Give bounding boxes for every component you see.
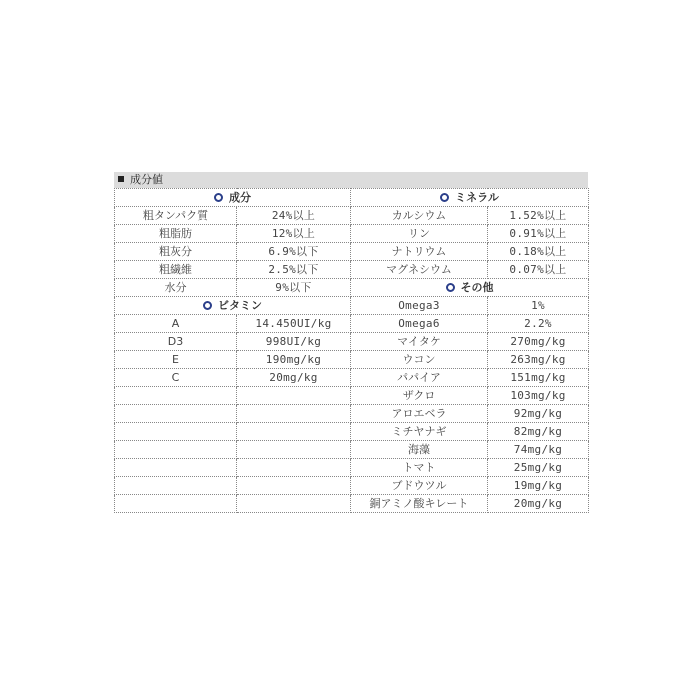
sonota-value: 1% [488, 297, 589, 315]
header-seibun-label: 成分 [229, 191, 251, 204]
header-mineral-label: ミネラル [455, 191, 499, 204]
empty-cell [237, 405, 351, 423]
mineral-name: マグネシウム [351, 261, 488, 279]
sonota-name: ブドウツル [351, 477, 488, 495]
mineral-name: リン [351, 225, 488, 243]
mineral-value: 1.52%以上 [488, 207, 589, 225]
table-row [115, 387, 589, 405]
seibun-name: 粗灰分 [115, 243, 237, 261]
empty-cell [115, 495, 237, 513]
header-vitamin [115, 297, 351, 315]
mineral-name: ナトリウム [351, 243, 488, 261]
mineral-value: 0.91%以上 [488, 225, 589, 243]
sonota-value: 151mg/kg [488, 369, 589, 387]
empty-cell [115, 441, 237, 459]
sonota-name: Omega6 [351, 315, 488, 333]
sonota-value: 92mg/kg [488, 405, 589, 423]
nutrition-table [114, 188, 589, 513]
mineral-name: カルシウム [351, 207, 488, 225]
vitamin-value: 20mg/kg [237, 369, 351, 387]
square-bullet-icon [118, 176, 124, 182]
table-row [115, 243, 589, 261]
table-row [115, 225, 589, 243]
sonota-name: ザクロ [351, 387, 488, 405]
table-row [115, 351, 589, 369]
sonota-name: ウコン [351, 351, 488, 369]
empty-cell [237, 495, 351, 513]
table-row [115, 315, 589, 333]
seibun-name: 粗脂肪 [115, 225, 237, 243]
empty-cell [115, 423, 237, 441]
sonota-value: 25mg/kg [488, 459, 589, 477]
sonota-value: 19mg/kg [488, 477, 589, 495]
circle-bullet-icon [446, 283, 455, 292]
seibun-value: 6.9%以下 [237, 243, 351, 261]
vitamin-value: 998UI/kg [237, 333, 351, 351]
vitamin-name: D3 [115, 333, 237, 351]
seibun-name: 粗繊維 [115, 261, 237, 279]
sonota-name: 銅アミノ酸キレート [351, 495, 488, 513]
table-row [115, 495, 589, 513]
sonota-name: 海藻 [351, 441, 488, 459]
section-title-bar [114, 172, 588, 188]
section-title: 成分値 [130, 173, 163, 186]
sonota-name: パパイア [351, 369, 488, 387]
nutrition-panel [114, 172, 588, 513]
empty-cell [237, 477, 351, 495]
empty-cell [237, 441, 351, 459]
table-row [115, 261, 589, 279]
header-sonota-label: その他 [460, 281, 494, 294]
sonota-value: 82mg/kg [488, 423, 589, 441]
empty-cell [115, 387, 237, 405]
empty-cell [237, 423, 351, 441]
sonota-value: 74mg/kg [488, 441, 589, 459]
vitamin-value: 190mg/kg [237, 351, 351, 369]
table-row [115, 369, 589, 387]
table-row [115, 477, 589, 495]
header-sonota [351, 279, 589, 297]
vitamin-name: C [115, 369, 237, 387]
seibun-name: 水分 [115, 279, 237, 297]
header-seibun [115, 189, 351, 207]
empty-cell [115, 405, 237, 423]
empty-cell [237, 387, 351, 405]
table-row [115, 405, 589, 423]
table-row [115, 333, 589, 351]
sonota-value: 103mg/kg [488, 387, 589, 405]
seibun-value: 2.5%以下 [237, 261, 351, 279]
table-row [115, 189, 589, 207]
vitamin-name: E [115, 351, 237, 369]
seibun-value: 9%以下 [237, 279, 351, 297]
circle-bullet-icon [214, 193, 223, 202]
vitamin-value: 14.450UI/kg [237, 315, 351, 333]
sonota-value: 270mg/kg [488, 333, 589, 351]
vitamin-name: A [115, 315, 237, 333]
empty-cell [115, 477, 237, 495]
sonota-name: アロエベラ [351, 405, 488, 423]
sonota-name: Omega3 [351, 297, 488, 315]
table-row [115, 441, 589, 459]
empty-cell [115, 459, 237, 477]
sonota-name: マイタケ [351, 333, 488, 351]
header-mineral [351, 189, 589, 207]
empty-cell [237, 459, 351, 477]
seibun-name: 粗タンパク質 [115, 207, 237, 225]
table-row [115, 207, 589, 225]
sonota-name: トマト [351, 459, 488, 477]
circle-bullet-icon [440, 193, 449, 202]
seibun-value: 12%以上 [237, 225, 351, 243]
sonota-value: 20mg/kg [488, 495, 589, 513]
table-row [115, 423, 589, 441]
table-row [115, 297, 589, 315]
header-vitamin-label: ビタミン [218, 299, 262, 312]
mineral-value: 0.07%以上 [488, 261, 589, 279]
table-row [115, 279, 589, 297]
circle-bullet-icon [203, 301, 212, 310]
seibun-value: 24%以上 [237, 207, 351, 225]
sonota-value: 2.2% [488, 315, 589, 333]
table-row [115, 459, 589, 477]
mineral-value: 0.18%以上 [488, 243, 589, 261]
sonota-value: 263mg/kg [488, 351, 589, 369]
sonota-name: ミチヤナギ [351, 423, 488, 441]
